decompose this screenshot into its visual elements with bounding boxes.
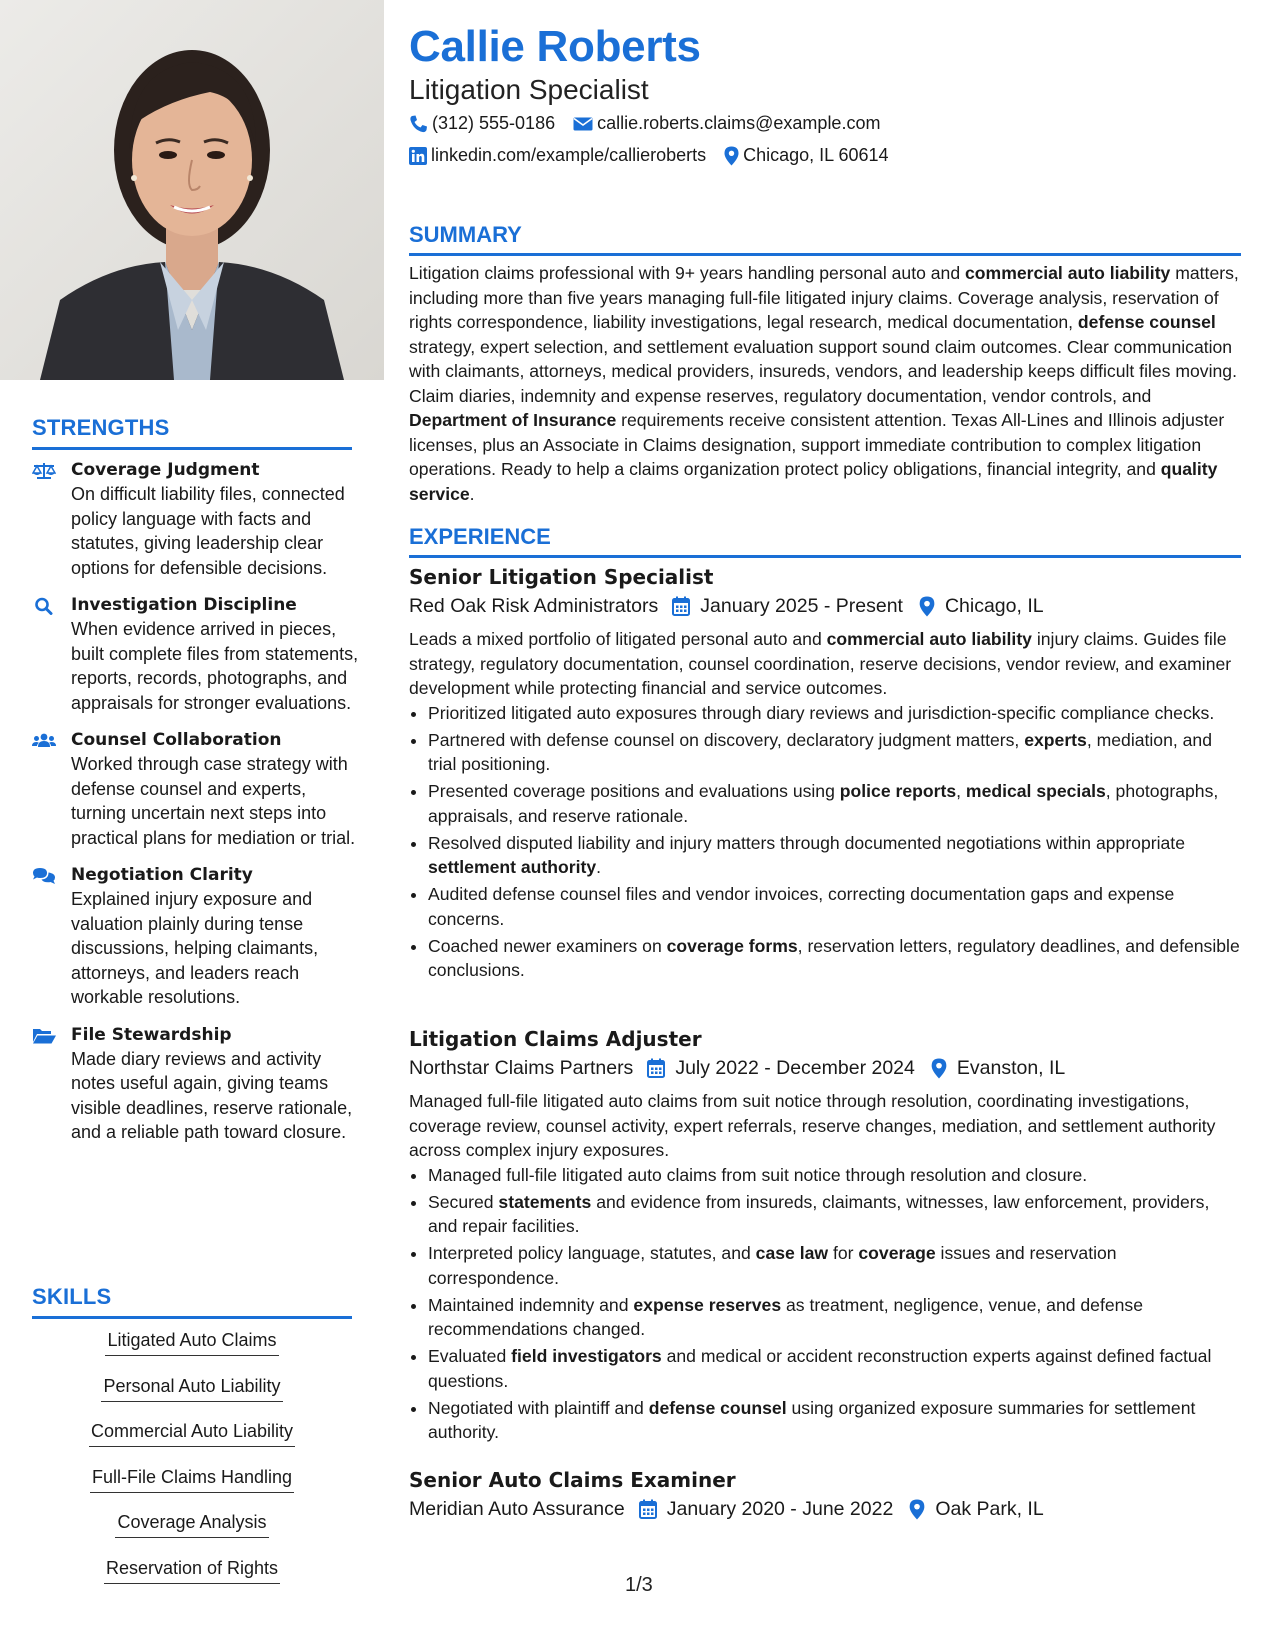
contact-linkedin[interactable] bbox=[409, 145, 706, 166]
bold-text: case law bbox=[755, 1243, 829, 1263]
skill-label: Personal Auto Liability bbox=[101, 1374, 282, 1402]
contact-row bbox=[409, 145, 907, 166]
candidate-name: Callie Roberts bbox=[409, 22, 701, 71]
job-bullet bbox=[428, 1293, 1241, 1342]
linkedin-text: linkedin.com/example/callieroberts bbox=[431, 145, 707, 165]
job-meta bbox=[409, 1494, 1241, 1524]
map-marker-icon bbox=[931, 1058, 947, 1079]
job-company: Meridian Auto Assurance bbox=[409, 1498, 625, 1520]
bold-text: field investigators bbox=[511, 1346, 662, 1366]
strength-title: Counsel Collaboration bbox=[71, 730, 282, 750]
strength-description: Made diary reviews and activity notes useful again, giving teams visible deadlines, reserve rationale, and a reliable path toward closure. bbox=[71, 1048, 353, 1142]
text-run: Litigation claims professional with 9+ years handling personal auto and bbox=[409, 263, 966, 283]
strength-item bbox=[32, 863, 362, 1010]
map-marker-icon bbox=[724, 146, 739, 166]
text-run: , bbox=[956, 781, 966, 801]
calendar-icon bbox=[672, 596, 690, 616]
job-dates: January 2025 - Present bbox=[700, 595, 903, 617]
comments-icon bbox=[32, 867, 56, 885]
profile-photo bbox=[0, 0, 384, 380]
job-description bbox=[409, 1089, 1241, 1163]
strength-description: When evidence arrived in pieces, built complete files from statements, reports, records, photographs, and appraisals for stronger evaluations. bbox=[71, 619, 359, 713]
skill-label: Coverage Analysis bbox=[115, 1510, 268, 1538]
strength-title: File Stewardship bbox=[71, 1024, 232, 1045]
text-run: Maintained indemnity and bbox=[428, 1294, 634, 1315]
bold-text: commercial auto liability bbox=[826, 629, 1032, 649]
job-description bbox=[409, 627, 1241, 701]
text-run: requirements receive consistent attention. Texas All-Lines and Illinois adjuster licenses, plus an Associate in Claims designation, support immediate contribution to complex litigation operations. Ready to help a claims organization protect policy obligations, financial integrity, and bbox=[409, 410, 1225, 479]
folder-open-icon bbox=[32, 1027, 56, 1045]
bold-text: experts bbox=[1024, 729, 1087, 750]
summary-text bbox=[409, 261, 1241, 506]
job-dates: January 2020 - June 2022 bbox=[666, 1498, 894, 1520]
bold-text: Department of Insurance bbox=[409, 410, 617, 430]
page-number: 1/3 bbox=[625, 1574, 653, 1596]
skills-list bbox=[32, 1328, 352, 1601]
bold-text: defense counsel bbox=[1077, 312, 1216, 332]
users-icon bbox=[32, 732, 56, 750]
bold-text: quality service bbox=[409, 459, 1218, 504]
strength-item bbox=[32, 458, 362, 580]
text-run: . bbox=[469, 483, 475, 504]
job-bullet bbox=[428, 1344, 1241, 1393]
linkedin-icon bbox=[409, 147, 427, 165]
skill-item bbox=[32, 1465, 352, 1511]
text-run: matters, including more than five years managing full-file litigated injury claims. Coverage analysis, reservation of rights correspondence, liability investigations, legal research, medical documentation, bbox=[409, 263, 1239, 332]
job-location: Oak Park, IL bbox=[935, 1498, 1044, 1520]
text-run: and medical or accident reconstruction experts against defined factual questions. bbox=[428, 1346, 1212, 1391]
sidebar bbox=[0, 0, 384, 1650]
skill-item bbox=[32, 1510, 352, 1556]
strength-title: Negotiation Clarity bbox=[71, 865, 253, 885]
text-run: Resolved disputed liability and injury matters through documented negotiations within appropriate bbox=[428, 832, 1185, 853]
job-dates: July 2022 - December 2024 bbox=[675, 1057, 915, 1079]
map-marker-icon bbox=[909, 1499, 925, 1520]
experience-heading: EXPERIENCE bbox=[409, 524, 1241, 558]
contact-email[interactable] bbox=[573, 113, 880, 134]
strength-description: On difficult liability files, connected policy language with facts and statutes, giving leadership clear options for defensible decisions. bbox=[71, 484, 345, 578]
calendar-icon bbox=[647, 1058, 665, 1078]
strength-description: Explained injury exposure and valuation plainly during tense discussions, helping claimants, attorneys, and leaders reach workable resolutions. bbox=[71, 889, 319, 1007]
bold-text: medical specials bbox=[965, 781, 1106, 801]
skill-label: Litigated Auto Claims bbox=[105, 1328, 278, 1356]
skill-item bbox=[32, 1556, 352, 1602]
job-location: Evanston, IL bbox=[956, 1057, 1066, 1079]
job-bullet bbox=[428, 882, 1241, 931]
job-bullet bbox=[428, 831, 1241, 880]
text-run: injury claims. Guides file strategy, regulatory documentation, counsel coordination, reserve decisions, vendor review, and examiner development while protecting financial and service outcomes. bbox=[409, 629, 1232, 698]
text-run: Prioritized litigated auto exposures through diary reviews and jurisdiction-specific compliance checks. bbox=[428, 702, 1215, 723]
bold-text: coverage forms bbox=[666, 935, 798, 956]
skill-label: Full-File Claims Handling bbox=[90, 1465, 294, 1493]
bold-text: defense counsel bbox=[648, 1397, 787, 1418]
candidate-title: Litigation Specialist bbox=[409, 74, 649, 105]
job-title: Senior Litigation Specialist bbox=[409, 565, 714, 589]
strength-title: Investigation Discipline bbox=[71, 595, 297, 615]
text-run: Negotiated with plaintiff and bbox=[428, 1397, 649, 1418]
job-entry bbox=[409, 1025, 1241, 1447]
bold-text: coverage bbox=[858, 1243, 936, 1263]
search-icon bbox=[32, 597, 56, 615]
job-title: Litigation Claims Adjuster bbox=[409, 1027, 702, 1051]
text-run: Managed full-file litigated auto claims from suit notice through resolution and closure. bbox=[428, 1164, 1088, 1185]
bold-text: statements bbox=[498, 1191, 592, 1212]
text-run: issues and reservation correspondence. bbox=[428, 1243, 1117, 1288]
job-title: Senior Auto Claims Examiner bbox=[409, 1468, 736, 1492]
text-run: as treatment, negligence, venue, and defense recommendations changed. bbox=[428, 1294, 1144, 1339]
bold-text: expense reserves bbox=[633, 1294, 782, 1315]
strengths-list bbox=[32, 458, 362, 1158]
job-bullet bbox=[428, 934, 1241, 983]
strength-description: Worked through case strategy with defense counsel and experts, turning uncertain next steps into practical plans for mediation or trial. bbox=[71, 754, 356, 848]
phone-icon bbox=[409, 115, 428, 133]
text-run: Interpreted policy language, statutes, and bbox=[428, 1243, 756, 1263]
text-run: , mediation, and trial positioning. bbox=[428, 729, 1213, 774]
text-run: for bbox=[828, 1243, 859, 1263]
text-run: . bbox=[596, 857, 602, 877]
skill-label: Commercial Auto Liability bbox=[89, 1419, 295, 1447]
text-run: Presented coverage positions and evaluations using bbox=[428, 781, 840, 801]
text-run: and evidence from insureds, claimants, witnesses, law enforcement, providers, and repair facilities. bbox=[428, 1191, 1210, 1236]
envelope-icon bbox=[573, 116, 593, 132]
job-bullet bbox=[428, 1163, 1241, 1188]
email-text: callie.roberts.claims@example.com bbox=[597, 113, 881, 133]
skill-item bbox=[32, 1419, 352, 1465]
contact-location bbox=[724, 145, 888, 166]
strength-item bbox=[32, 1023, 362, 1145]
scale-icon bbox=[32, 462, 56, 480]
text-run: Managed full-file litigated auto claims from suit notice through resolution, coordinating investigations, coverage review, counsel activity, expert referrals, reserve changes, mediation, and settlement authority across complex injury exposures. bbox=[409, 1091, 1216, 1160]
job-bullet bbox=[428, 779, 1241, 828]
text-run: Leads a mixed portfolio of litigated personal auto and bbox=[409, 629, 827, 649]
text-run: strategy, expert selection, and settlement evaluation support sound claim outcomes. Clear communication with claimants, attorneys, medical providers, insureds, vendors, and leadership keeps difficult files moving. Claim diaries, indemnity and expense reserves, regulatory documentation, vendor controls, and bbox=[409, 336, 1237, 406]
strengths-heading: STRENGTHS bbox=[32, 415, 352, 450]
bold-text: police reports bbox=[839, 781, 957, 801]
job-bullet bbox=[428, 1396, 1241, 1445]
job-company: Northstar Claims Partners bbox=[409, 1057, 634, 1079]
job-company: Red Oak Risk Administrators bbox=[409, 595, 659, 617]
strength-item bbox=[32, 728, 362, 850]
job-bullet bbox=[428, 701, 1241, 726]
job-meta bbox=[409, 591, 1241, 621]
job-bullet bbox=[428, 728, 1241, 777]
summary-heading: SUMMARY bbox=[409, 222, 1241, 256]
bold-text: commercial auto liability bbox=[965, 263, 1171, 283]
job-meta bbox=[409, 1053, 1241, 1083]
calendar-icon bbox=[639, 1499, 657, 1519]
job-entry bbox=[409, 1466, 1241, 1530]
job-location: Chicago, IL bbox=[944, 595, 1044, 617]
text-run: , photographs, appraisals, and reserve rationale. bbox=[428, 781, 1219, 826]
job-bullets bbox=[409, 701, 1241, 983]
text-run: Evaluated bbox=[428, 1346, 512, 1366]
contact-row bbox=[409, 113, 898, 134]
skill-item bbox=[32, 1374, 352, 1420]
text-run: , reservation letters, regulatory deadlines, and defensible conclusions. bbox=[428, 935, 1240, 980]
job-entry bbox=[409, 563, 1241, 985]
location-text: Chicago, IL 60614 bbox=[743, 145, 889, 165]
skills-heading: SKILLS bbox=[32, 1284, 352, 1319]
strength-title: Coverage Judgment bbox=[71, 460, 260, 480]
skill-label: Reservation of Rights bbox=[104, 1556, 280, 1584]
text-run: Secured bbox=[428, 1191, 499, 1212]
text-run: Audited defense counsel files and vendor invoices, correcting documentation gaps and expense concerns. bbox=[428, 884, 1175, 929]
job-bullet bbox=[428, 1241, 1241, 1290]
map-marker-icon bbox=[919, 596, 935, 617]
contact-phone[interactable] bbox=[409, 113, 555, 134]
bold-text: settlement authority bbox=[428, 857, 597, 877]
job-bullets bbox=[409, 1163, 1241, 1445]
text-run: using organized exposure summaries for settlement authority. bbox=[428, 1397, 1196, 1442]
text-run: Coached newer examiners on bbox=[428, 935, 667, 956]
phone-text: (312) 555-0186 bbox=[432, 113, 556, 133]
job-bullet bbox=[428, 1190, 1241, 1239]
skill-item bbox=[32, 1328, 352, 1374]
strength-item bbox=[32, 593, 362, 715]
text-run: Partnered with defense counsel on discovery, declaratory judgment matters, bbox=[428, 729, 1025, 750]
